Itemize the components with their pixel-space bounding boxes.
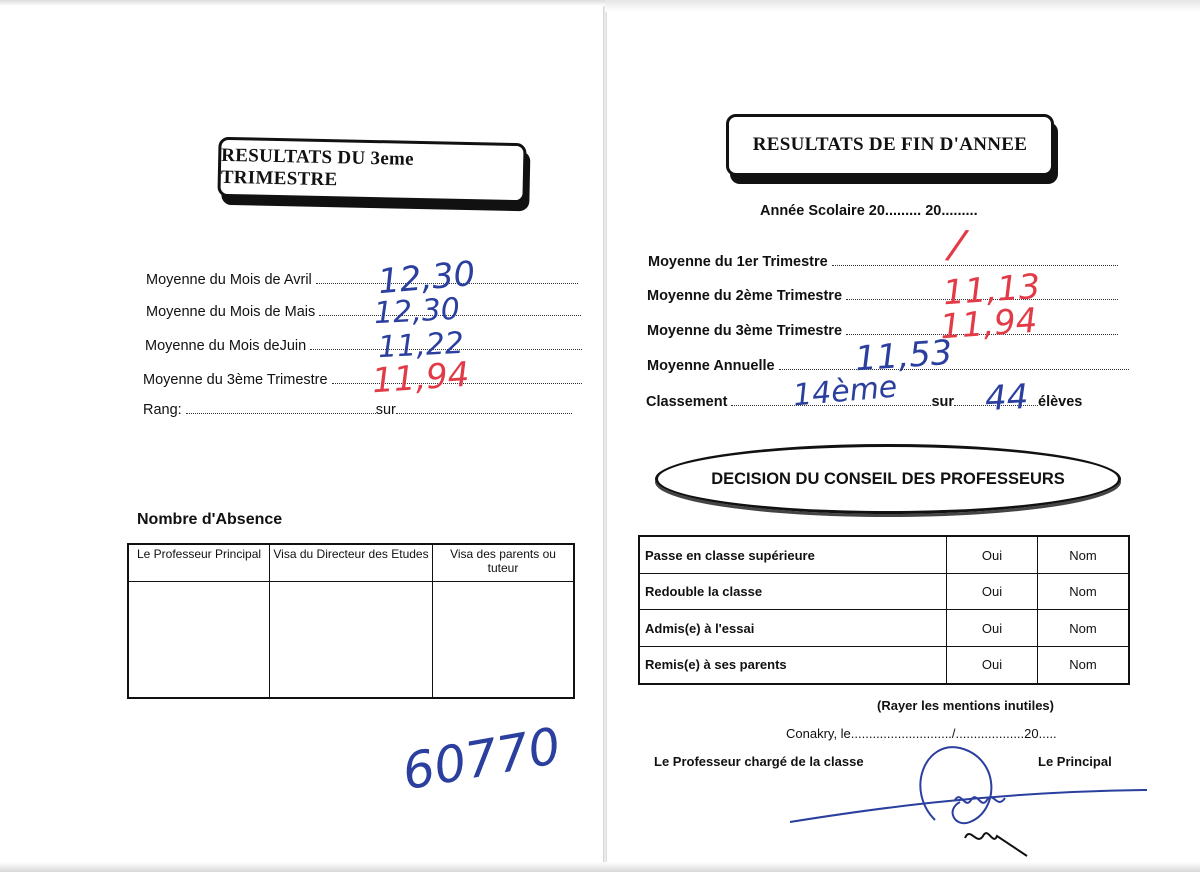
school-year: Année Scolaire 20......... 20......... [760, 203, 978, 219]
decision-oui[interactable]: Oui [947, 610, 1038, 646]
hand-value-1er: / [946, 221, 967, 269]
hand-value-juin: 11,22 [377, 325, 465, 366]
row-label: Moyenne du Mois deJuin [145, 338, 307, 354]
decision-title: DECISION DU CONSEIL DES PROFESSEURS [655, 444, 1121, 514]
page-edge [0, 0, 605, 6]
absence-heading: Nombre d'Absence [137, 511, 283, 528]
row-avril [146, 272, 578, 288]
row-juin [145, 338, 582, 354]
page-edge [0, 862, 1200, 872]
principal-label: Le Principal [1038, 754, 1112, 769]
hand-value-3eme: 11,94 [370, 354, 471, 402]
header-prof-principal: Le Professeur Principal [128, 544, 270, 582]
prof-label: Le Professeur chargé de la classe [654, 754, 864, 769]
decision-non[interactable]: Nom [1038, 646, 1130, 684]
row-label: Moyenne du Mois de Avril [146, 272, 312, 288]
row-1er-trimestre [648, 254, 1118, 270]
rang-sur: sur [375, 402, 396, 418]
decision-label: Admis(e) à l'essai [639, 610, 947, 646]
row-2eme-trimestre [647, 288, 1118, 304]
header-directeur: Visa du Directeur des Etudes [270, 544, 433, 582]
hand-classement-rank: 14ème [791, 369, 899, 414]
row-mai [146, 304, 581, 320]
decision-label: Remis(e) à ses parents [639, 646, 947, 684]
row-label: Moyenne du Mois de Mais [146, 304, 316, 320]
hand-number: 60770 [398, 716, 565, 802]
decision-label: Passe en classe supérieure [639, 536, 947, 574]
page-edge [605, 0, 1200, 12]
decision-non[interactable]: Nom [1038, 536, 1130, 574]
rayer-note: (Rayer les mentions inutiles) [877, 698, 1054, 713]
header-parents: Visa des parents ou tuteur [433, 544, 575, 582]
cell-parents[interactable] [433, 582, 575, 699]
hand-value-mai: 12,30 [373, 291, 461, 332]
place-date: Conakry, le............................/...................20..... [786, 726, 1057, 741]
decision-table [638, 535, 1130, 685]
decision-non[interactable]: Nom [1038, 574, 1130, 610]
banner-fin-annee: RESULTATS DE FIN D'ANNEE [726, 114, 1054, 176]
hand-value-3eme-r: 11,94 [938, 300, 1039, 348]
classement-suffix: élèves [1038, 394, 1083, 410]
hand-classement-total: 44 [983, 376, 1030, 420]
row-label: Moyenne du 3ème Trimestre [143, 372, 328, 388]
absence-table [127, 543, 575, 699]
signature-icon [785, 730, 1155, 862]
row-3eme-trimestre [143, 372, 582, 388]
row-label: Moyenne du 1er Trimestre [648, 254, 828, 270]
rang-label: Rang: [143, 402, 182, 418]
hand-value-annuelle: 11,53 [853, 332, 954, 380]
hand-value-avril: 12,30 [376, 253, 477, 303]
banner-3eme-trimestre: RESULTATS DU 3eme TRIMESTRE [217, 137, 526, 203]
right-page [605, 0, 1200, 872]
row-label: Moyenne Annuelle [647, 358, 775, 374]
decision-oui[interactable]: Oui [947, 646, 1038, 684]
row-rang [143, 402, 572, 418]
cell-directeur[interactable] [270, 582, 433, 699]
classement-sur: sur [931, 394, 955, 410]
decision-non[interactable]: Nom [1038, 610, 1130, 646]
book-spine [603, 0, 607, 872]
row-label: Moyenne du 3ème Trimestre [647, 323, 843, 339]
hand-value-2eme: 11,13 [941, 266, 1042, 314]
cell-prof-principal[interactable] [128, 582, 270, 699]
decision-oui[interactable]: Oui [947, 536, 1038, 574]
row-label: Moyenne du 2ème Trimestre [647, 288, 843, 304]
decision-label: Redouble la classe [639, 574, 947, 610]
classement-label: Classement [646, 394, 728, 410]
decision-oui[interactable]: Oui [947, 574, 1038, 610]
